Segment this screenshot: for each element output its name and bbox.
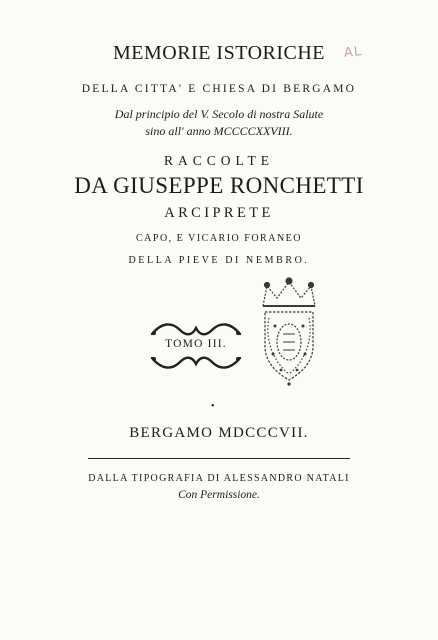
flourish-top-ornament — [150, 318, 242, 338]
author-title: ARCIPRETE — [164, 205, 274, 221]
horizontal-rule — [88, 458, 350, 459]
flourish-bottom-ornament — [150, 354, 242, 374]
imprint-place-date: BERGAMO MDCCCVII. — [129, 425, 309, 441]
author-parish: DELLA PIEVE DI NEMBRO. — [128, 255, 310, 266]
period-line-2: sino all' anno MCCCCXXVIII. — [145, 124, 293, 138]
subtitle: DELLA CITTA' E CHIESA DI BERGAMO — [81, 83, 357, 95]
raccolte-label: RACCOLTE — [163, 153, 274, 168]
ornament-dot: • — [211, 401, 215, 412]
period-line-1: Dal principio del V. Secolo di nostra Salute — [114, 107, 324, 121]
printer-line: DALLA TIPOGRAFIA DI ALESSANDRO NATALI — [88, 473, 350, 484]
main-title: MEMORIE ISTORICHE — [112, 42, 326, 64]
crowned-coat-of-arms-stamp-icon — [255, 276, 323, 388]
author-role: CAPO, E VICARIO FORANEO — [136, 233, 302, 244]
pencil-margin-note: AL — [343, 44, 363, 61]
author-name: DA GIUSEPPE RONCHETTI — [74, 173, 364, 198]
volume-number: TOMO III. — [165, 338, 227, 350]
permission-line: Con Permissione. — [178, 489, 260, 501]
